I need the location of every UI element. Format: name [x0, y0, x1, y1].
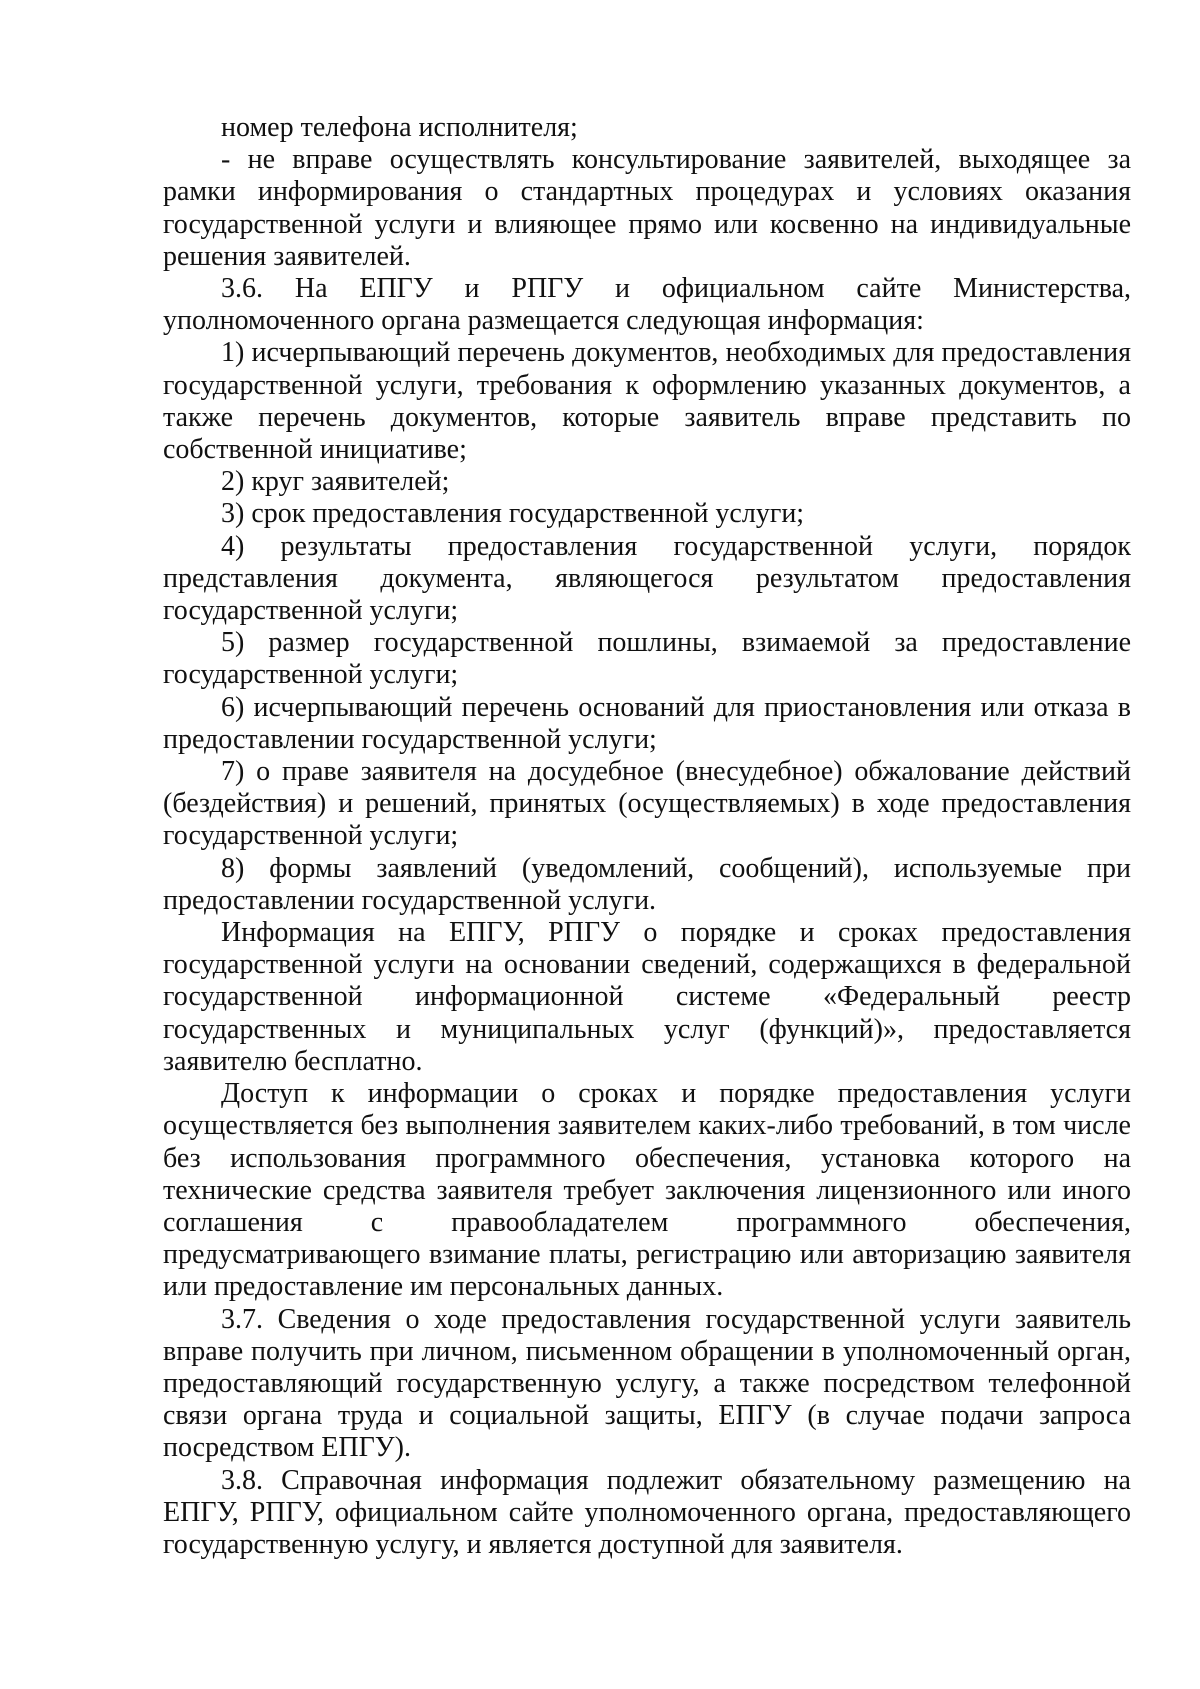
list-item-7: 7) о праве заявителя на досудебное (внесудебное) обжалование действий (бездействия) и решений, принятых (осуществляемых) в ходе предоставления государственной услуги; [163, 756, 1131, 852]
paragraph-consulting-restriction: - не вправе осуществлять консультирование заявителей, выходящее за рамки информирования о стандартных процедурах и условиях оказания государственной услуги и влияющее прямо или косвенно на индивидуальные решения заявителей. [163, 144, 1131, 272]
list-item-5: 5) размер государственной пошлины, взимаемой за предоставление государственной услуги; [163, 627, 1131, 691]
paragraph-3-6: 3.6. На ЕПГУ и РПГУ и официальном сайте Министерства, уполномоченного органа размещается следующая информация: [163, 273, 1131, 337]
list-item-3: 3) срок предоставления государственной услуги; [221, 498, 805, 530]
document-body [163, 112, 1131, 1561]
list-item-6: 6) исчерпывающий перечень оснований для приостановления или отказа в предоставлении государственной услуги; [163, 691, 1131, 755]
list-item-1: 1) исчерпывающий перечень документов, необходимых для предоставления государственной услуги, требования к оформлению указанных документов, а также перечень документов, которые заявитель вправе представить по собственной инициативе; [163, 337, 1131, 466]
paragraph-free-information: Информация на ЕПГУ, РПГУ о порядке и сроках предоставления государственной услуги на основании сведений, содержащихся в федеральной государственной информационной системе «Федеральный реестр государственных и муниципальных услуг (функций)», предоставляется заявителю бесплатно. [163, 917, 1131, 1077]
list-item-4: 4) результаты предоставления государственной услуги, порядок представления документа, являющегося результатом предоставления государственной услуги; [163, 530, 1131, 627]
paragraph-phone: номер телефона исполнителя; [221, 112, 578, 143]
list-item-8: 8) формы заявлений (уведомлений, сообщений), используемые при предоставлении государственной услуги. [163, 852, 1131, 916]
paragraph-3-7: 3.7. Сведения о ходе предоставления государственной услуги заявитель вправе получить при личном, письменном обращении в уполномоченный орган, предоставляющий государственную услугу, а также посредством телефонной связи органа труда и социальной защиты, ЕПГУ (в случае подачи запроса посредством ЕПГУ). [163, 1303, 1131, 1464]
paragraph-access-information: Доступ к информации о сроках и порядке предоставления услуги осуществляется без выполнения заявителем каких-либо требований, в том числе без использования программного обеспечения, установка которого на технические средства заявителя требует заключения лицензионного или иного соглашения с правообладателем программного обеспечения, предусматривающего взимание платы, регистрацию или авторизацию заявителя или предоставление им персональных данных. [163, 1078, 1131, 1303]
paragraph-3-8: 3.8. Справочная информация подлежит обязательному размещению на ЕПГУ, РПГУ, официальном сайте уполномоченного органа, предоставляющего государственную услугу, и является доступной для заявителя. [163, 1464, 1131, 1560]
list-item-2: 2) круг заявителей; [221, 466, 450, 498]
